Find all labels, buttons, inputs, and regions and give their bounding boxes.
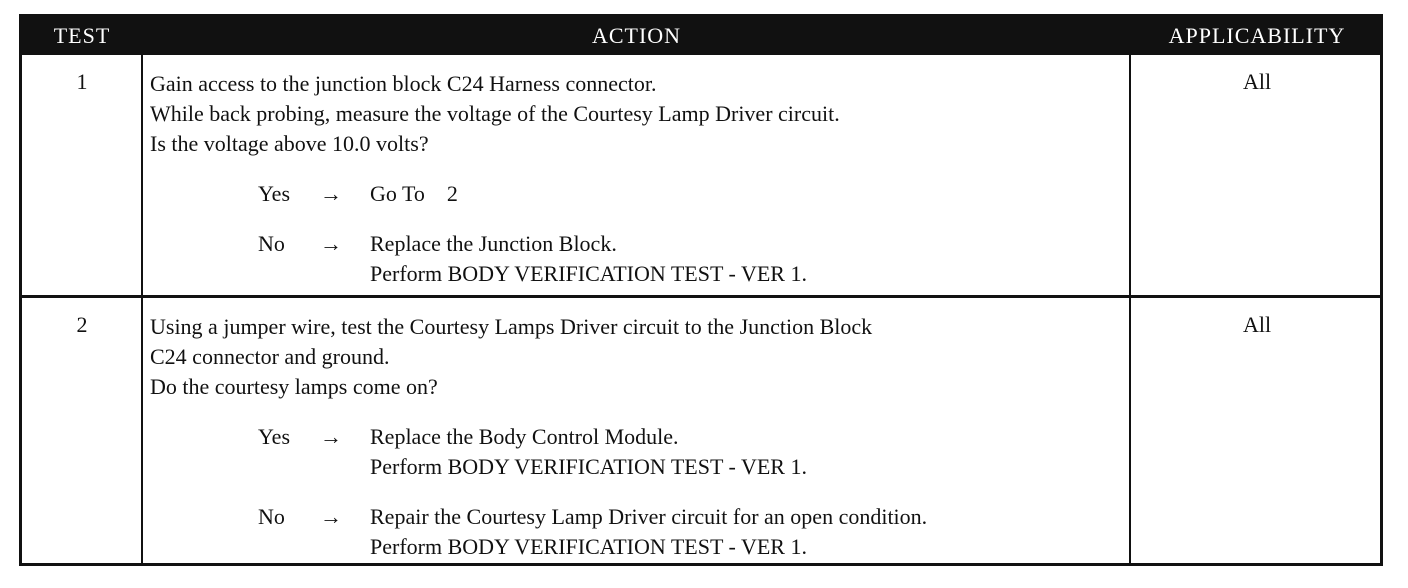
table-row <box>22 55 1380 296</box>
yes-text: Go To 2 <box>370 181 458 206</box>
yes-label: Yes <box>258 181 291 206</box>
no-text-cont: Perform BODY VERIFICATION TEST - VER 1. <box>370 261 807 286</box>
action-line: While back probing, measure the voltage of the Courtesy Lamp Driver circuit. <box>150 101 840 126</box>
no-text: Replace the Junction Block. <box>370 231 617 256</box>
header-test: TEST <box>53 23 111 48</box>
action-cell <box>150 312 1125 562</box>
no-result <box>150 229 1125 259</box>
yes-text-cont: Perform BODY VERIFICATION TEST - VER 1. <box>370 454 807 479</box>
action-line: Using a jumper wire, test the Courtesy Lamps Driver circuit to the Junction Block <box>150 314 873 339</box>
applicability-cell: All <box>1242 69 1272 94</box>
no-continuation <box>150 532 1125 562</box>
yes-continuation <box>150 452 1125 482</box>
action-line: C24 connector and ground. <box>150 344 390 369</box>
arrow-icon: → <box>320 424 342 449</box>
action-line: Do the courtesy lamps come on? <box>150 374 438 399</box>
test-number: 1 <box>76 69 88 94</box>
action-line: Is the voltage above 10.0 volts? <box>150 131 429 156</box>
header-action: ACTION <box>591 23 682 48</box>
action-line: Gain access to the junction block C24 Harness connector. <box>150 71 657 96</box>
no-text: Repair the Courtesy Lamp Driver circuit for an open condition. <box>370 504 928 529</box>
yes-label: Yes <box>258 424 291 449</box>
no-continuation <box>150 259 1125 289</box>
no-label: No <box>258 231 285 256</box>
table-header <box>22 17 1380 55</box>
arrow-icon: → <box>320 231 342 256</box>
no-result <box>150 502 1125 532</box>
test-number: 2 <box>76 312 88 337</box>
no-text-cont: Perform BODY VERIFICATION TEST - VER 1. <box>370 534 807 559</box>
diagnostic-table <box>19 14 1383 566</box>
arrow-icon: → <box>320 504 342 529</box>
header-applicability: APPLICABILITY <box>1168 23 1346 48</box>
action-cell <box>150 69 1125 289</box>
yes-result <box>150 179 1125 209</box>
no-label: No <box>258 504 285 529</box>
arrow-icon: → <box>320 181 342 206</box>
applicability-cell: All <box>1242 312 1272 337</box>
yes-text: Replace the Body Control Module. <box>370 424 679 449</box>
yes-result <box>150 422 1125 452</box>
table-row <box>22 298 1380 563</box>
